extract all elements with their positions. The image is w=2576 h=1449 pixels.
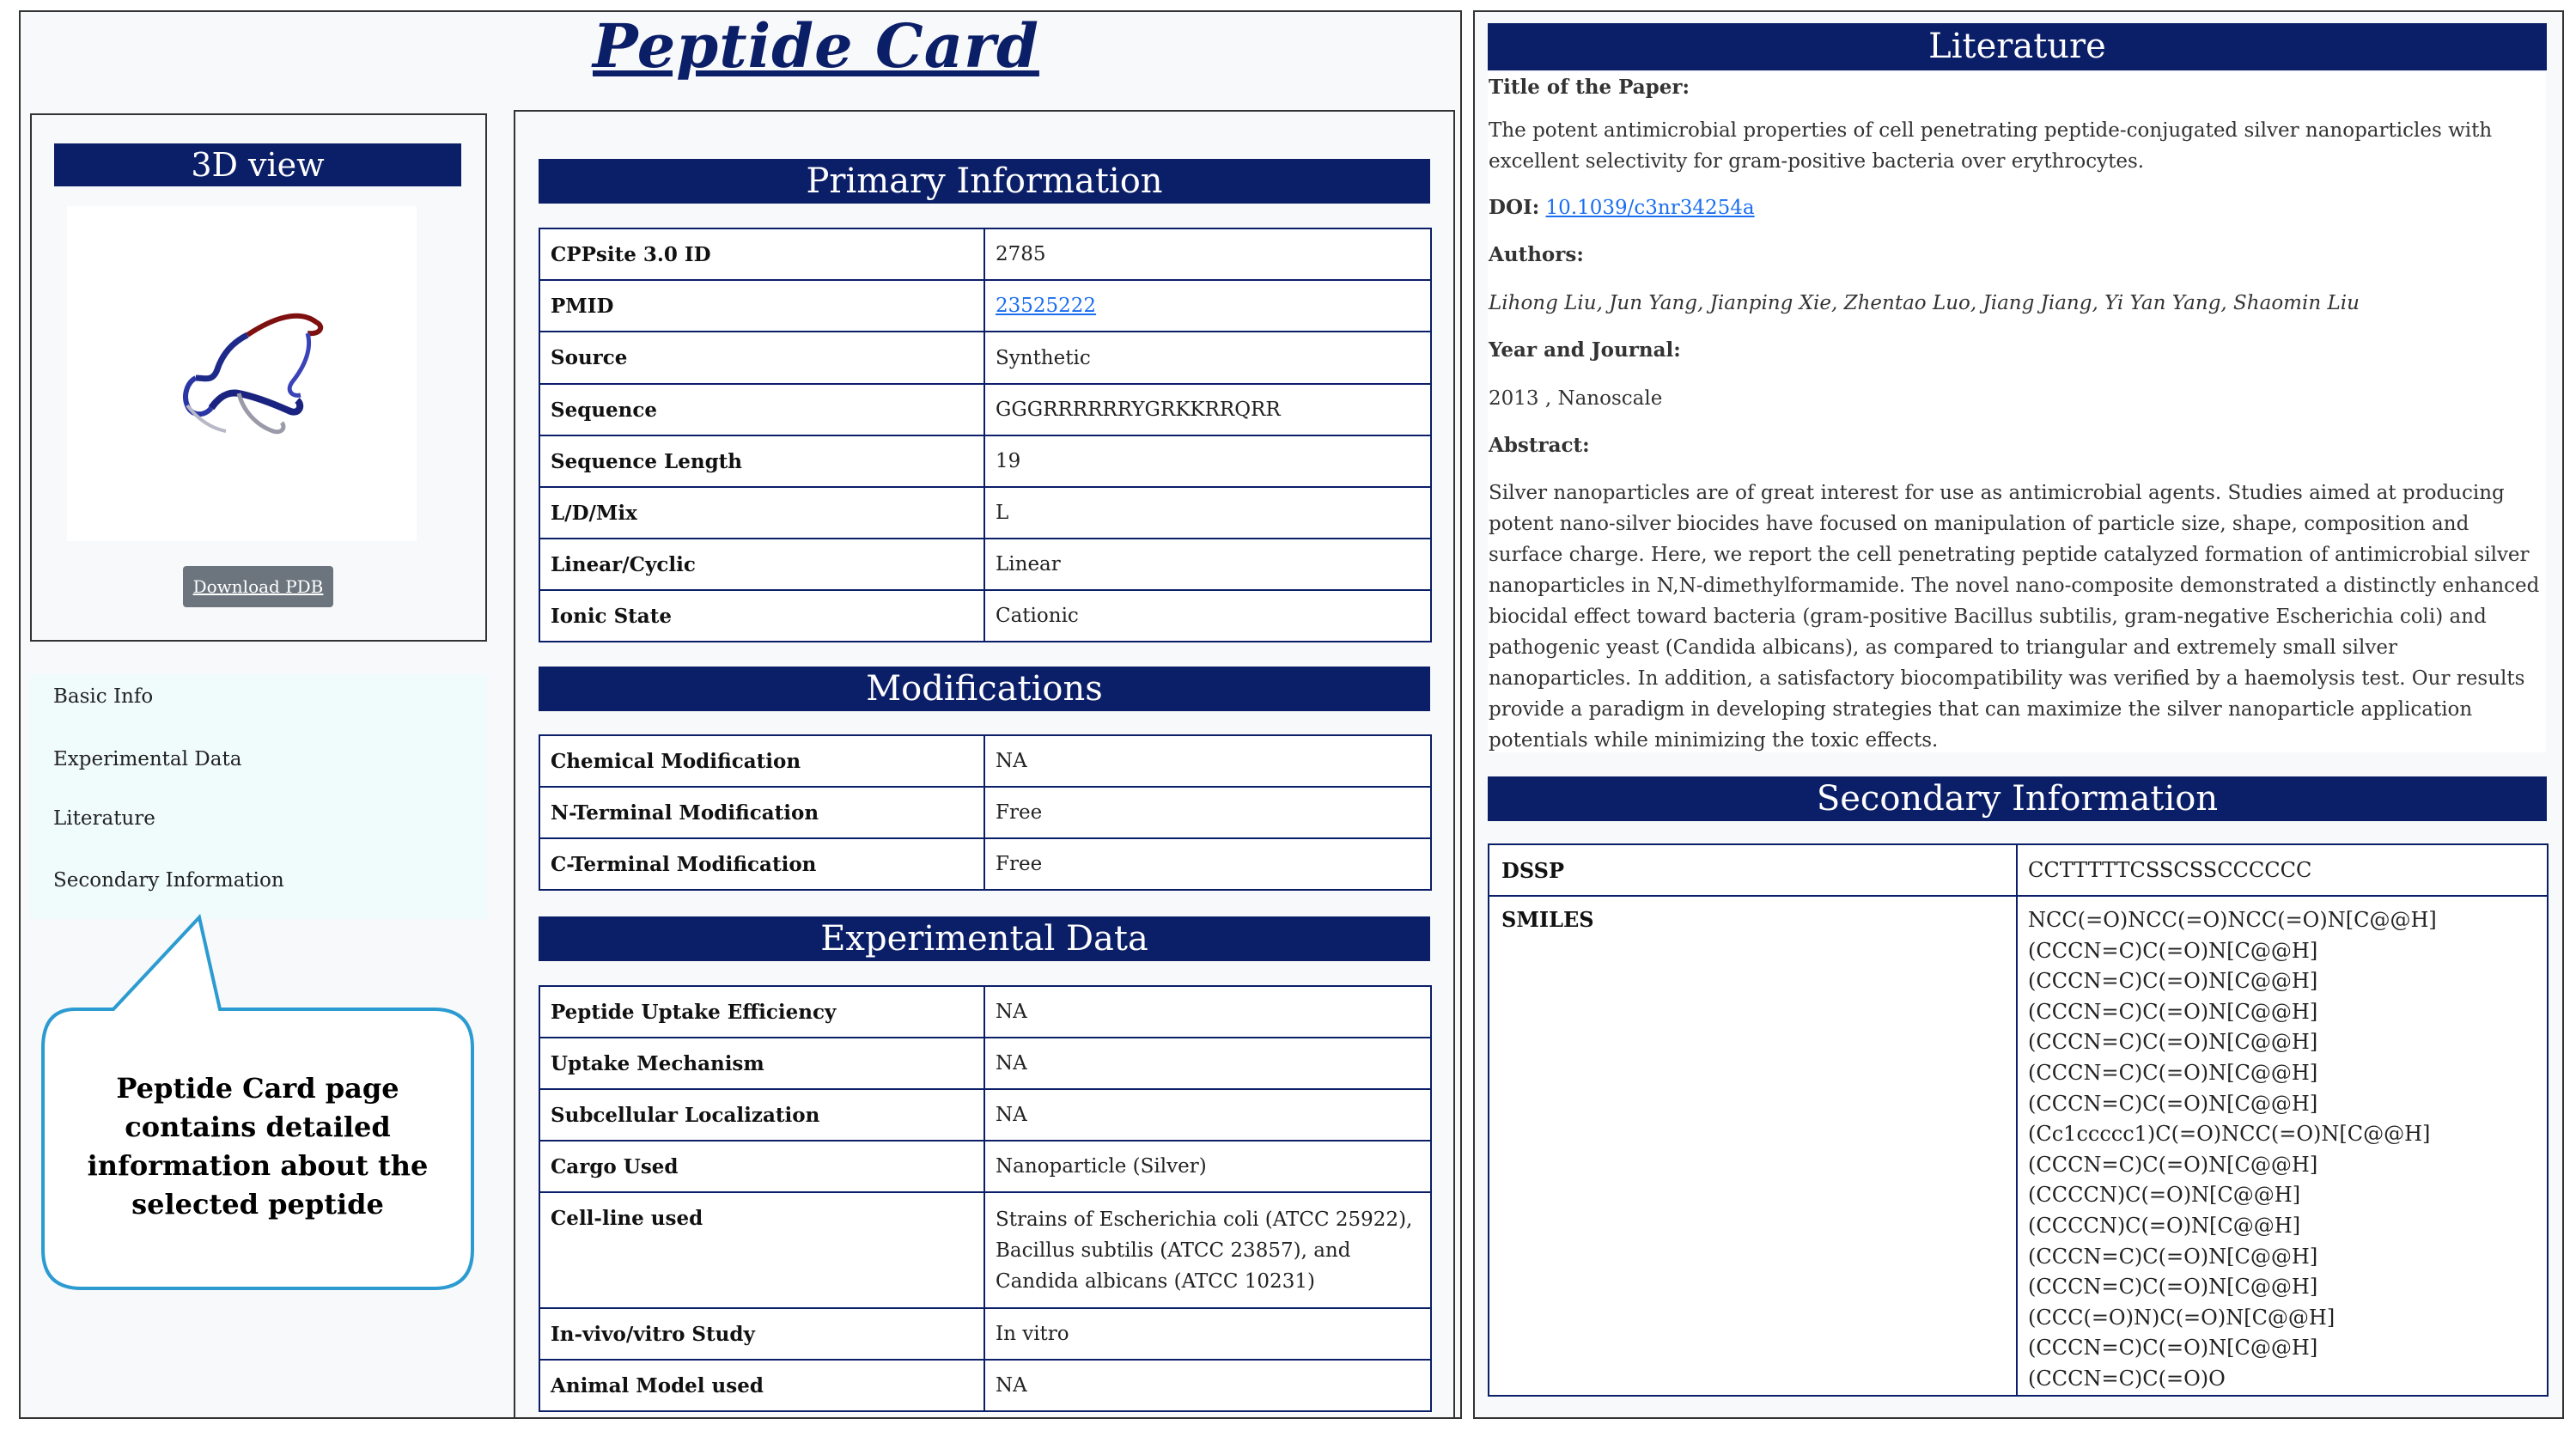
smiles-line: (CCCN=C)C(=O)N[C@@H] — [2028, 1030, 2318, 1055]
cppsite-id-value: 2785 — [984, 228, 1431, 280]
smiles-line: (CCCN=C)C(=O)N[C@@H] — [2028, 1152, 2318, 1177]
row-key: Chemical Modification — [539, 735, 984, 787]
table-row — [539, 1141, 1431, 1192]
doi-link[interactable]: 10.1039/c3nr34254a — [1545, 197, 1755, 219]
secondary-table — [1488, 843, 2549, 1397]
row-key: Animal Model used — [539, 1360, 984, 1411]
table-row — [539, 1308, 1431, 1360]
table-row — [539, 435, 1431, 487]
primary-table — [539, 228, 1432, 642]
page-title: Peptide Card — [593, 10, 1039, 82]
row-key: PMID — [539, 280, 984, 332]
smiles-line: (CCCN=C)C(=O)N[C@@H] — [2028, 938, 2318, 963]
row-value: Free — [984, 787, 1431, 838]
nav-secondary-information[interactable]: Secondary Information — [53, 869, 284, 892]
viewer-heading: 3D view — [54, 143, 461, 186]
smiles-line: (CCCN=C)C(=O)O — [2028, 1366, 2226, 1391]
sequence-length-value: 19 — [984, 435, 1431, 487]
row-key: Cargo Used — [539, 1141, 984, 1192]
row-value: In vitro — [984, 1308, 1431, 1360]
row-key: Cell-line used — [539, 1192, 984, 1308]
row-value: NA — [984, 986, 1431, 1038]
table-row — [539, 590, 1431, 642]
row-key: Sequence — [539, 384, 984, 435]
smiles-line: (CCCCN)C(=O)N[C@@H] — [2028, 1183, 2301, 1208]
linear-cyclic-value: Linear — [984, 539, 1431, 590]
row-key: C-Terminal Modification — [539, 838, 984, 890]
row-key: Subcellular Localization — [539, 1089, 984, 1141]
nav-experimental-data[interactable]: Experimental Data — [53, 748, 242, 770]
row-key: Uptake Mechanism — [539, 1038, 984, 1089]
modifications-heading: Modifications — [539, 667, 1430, 711]
table-row — [539, 838, 1431, 890]
table-row — [539, 1089, 1431, 1141]
row-value: Nanoparticle (Silver) — [984, 1141, 1431, 1192]
smiles-line: (CCCN=C)C(=O)N[C@@H] — [2028, 1244, 2318, 1269]
smiles-line: (CCCN=C)C(=O)N[C@@H] — [2028, 1060, 2318, 1085]
smiles-line: (CCCN=C)C(=O)N[C@@H] — [2028, 1275, 2318, 1300]
sequence-value: GGGRRRRRRYGRKKRRQRR — [984, 384, 1431, 435]
table-row — [539, 1360, 1431, 1411]
table-row — [539, 384, 1431, 435]
table-row — [1489, 896, 2548, 1396]
smiles-line: (CCC(=O)N)C(=O)N[C@@H] — [2028, 1305, 2335, 1330]
doi-line — [1489, 192, 1755, 223]
smiles-line: (CCCN=C)C(=O)N[C@@H] — [2028, 1091, 2318, 1116]
molecule-3d-render — [67, 206, 417, 541]
row-key: Peptide Uptake Efficiency — [539, 986, 984, 1038]
row-value: Strains of Escherichia coli (ATCC 25922), Bacillus subtilis (ATCC 23857), and Candida albicans (ATCC 10231) — [984, 1192, 1431, 1308]
literature-heading: Literature — [1488, 23, 2547, 70]
table-row — [539, 735, 1431, 787]
experimental-table — [539, 985, 1432, 1412]
table-row — [539, 787, 1431, 838]
smiles-line: (CCCCN)C(=O)N[C@@H] — [2028, 1213, 2301, 1238]
experimental-heading: Experimental Data — [539, 916, 1430, 961]
primary-heading: Primary Information — [539, 159, 1430, 204]
table-row — [539, 986, 1431, 1038]
doi-label: DOI: — [1489, 196, 1540, 219]
row-key: In-vivo/vitro Study — [539, 1308, 984, 1360]
row-key: Sequence Length — [539, 435, 984, 487]
paper-title: The potent antimicrobial properties of cell penetrating peptide-conjugated silver nanoparticles with excellent selectivity for gram-positive bacteria over erythrocytes. — [1489, 119, 2493, 173]
row-key: L/D/Mix — [539, 487, 984, 539]
ionic-state-value: Cationic — [984, 590, 1431, 642]
literature-content — [1488, 72, 2546, 752]
row-value: NA — [984, 1360, 1431, 1411]
callout-text: Peptide Card page contains detailed information about the selected peptide — [87, 1072, 429, 1221]
smiles-line: (Cc1ccccc1)C(=O)NCC(=O)N[C@@H] — [2028, 1122, 2431, 1147]
row-value: NA — [984, 1038, 1431, 1089]
pmid-cell — [984, 280, 1431, 332]
authors-label: Authors: — [1489, 243, 1584, 266]
smiles-value — [2017, 896, 2548, 1396]
secondary-heading: Secondary Information — [1488, 776, 2547, 821]
dssp-value: CCTTTTTCSSCSSCCCCCC — [2017, 844, 2548, 896]
nav-literature[interactable]: Literature — [53, 807, 155, 830]
modifications-table — [539, 734, 1432, 891]
table-row — [539, 539, 1431, 590]
abstract-text: Silver nanoparticles are of great interest for use as antimicrobial agents. Studies aimed at producing potent nano-silver biocides have focused on manipulation of particle size, shape, composition and surface charge. Here, we report the cell penetrating peptide catalyzed formation of antimicrobial silver nanoparticles in N,N-dimethylformamide. The novel nano-composite demonstrated a distinctly enhanced biocidal effect toward bacteria (gram-positive Bacillus subtilis, gram-negative Escherichia coli) and pathogenic yeast (Candida albicans), as compared to triangular and extremely small silver nanoparticles. In addition, a satisfactory biocompatibility was verified by a haemolysis test. Our results provide a paradigm in developing strategies that can maximize the silver nanoparticle application potentials while minimizing the toxic effects. — [1489, 482, 2540, 752]
table-row — [539, 332, 1431, 384]
pmid-link[interactable]: 23525222 — [996, 295, 1097, 317]
row-value: NA — [984, 735, 1431, 787]
nav-basic-info[interactable]: Basic Info — [53, 685, 154, 708]
abstract-label: Abstract: — [1489, 434, 1590, 457]
row-key: Source — [539, 332, 984, 384]
title-label: Title of the Paper: — [1489, 76, 1690, 99]
table-row — [539, 228, 1431, 280]
smiles-line: NCC(=O)NCC(=O)NCC(=O)N[C@@H] — [2028, 908, 2437, 932]
table-row — [539, 1192, 1431, 1308]
smiles-line: (CCCN=C)C(=O)N[C@@H] — [2028, 999, 2318, 1024]
smiles-line: (CCCN=C)C(=O)N[C@@H] — [2028, 1336, 2318, 1361]
source-value: Synthetic — [984, 332, 1431, 384]
download-pdb-button[interactable]: Download PDB — [183, 566, 333, 607]
row-key: CPPsite 3.0 ID — [539, 228, 984, 280]
table-row — [539, 1038, 1431, 1089]
row-key: N-Terminal Modification — [539, 787, 984, 838]
row-value: NA — [984, 1089, 1431, 1141]
row-key: Linear/Cyclic — [539, 539, 984, 590]
year-label: Year and Journal: — [1489, 338, 1681, 362]
table-row — [539, 487, 1431, 539]
table-row — [539, 280, 1431, 332]
row-value: Free — [984, 838, 1431, 890]
molecule-viewer[interactable] — [67, 206, 417, 541]
table-row — [1489, 844, 2548, 896]
row-key: Ionic State — [539, 590, 984, 642]
dssp-label: DSSP — [1489, 844, 2017, 896]
authors-list: Lihong Liu, Jun Yang, Jianping Xie, Zhentao Luo, Jiang Jiang, Yi Yan Yang, Shaomin Liu — [1489, 292, 2360, 314]
smiles-line: (CCCN=C)C(=O)N[C@@H] — [2028, 969, 2318, 994]
year-journal: 2013 , Nanoscale — [1489, 387, 1663, 410]
smiles-label: SMILES — [1489, 896, 2017, 1396]
ld-mix-value: L — [984, 487, 1431, 539]
